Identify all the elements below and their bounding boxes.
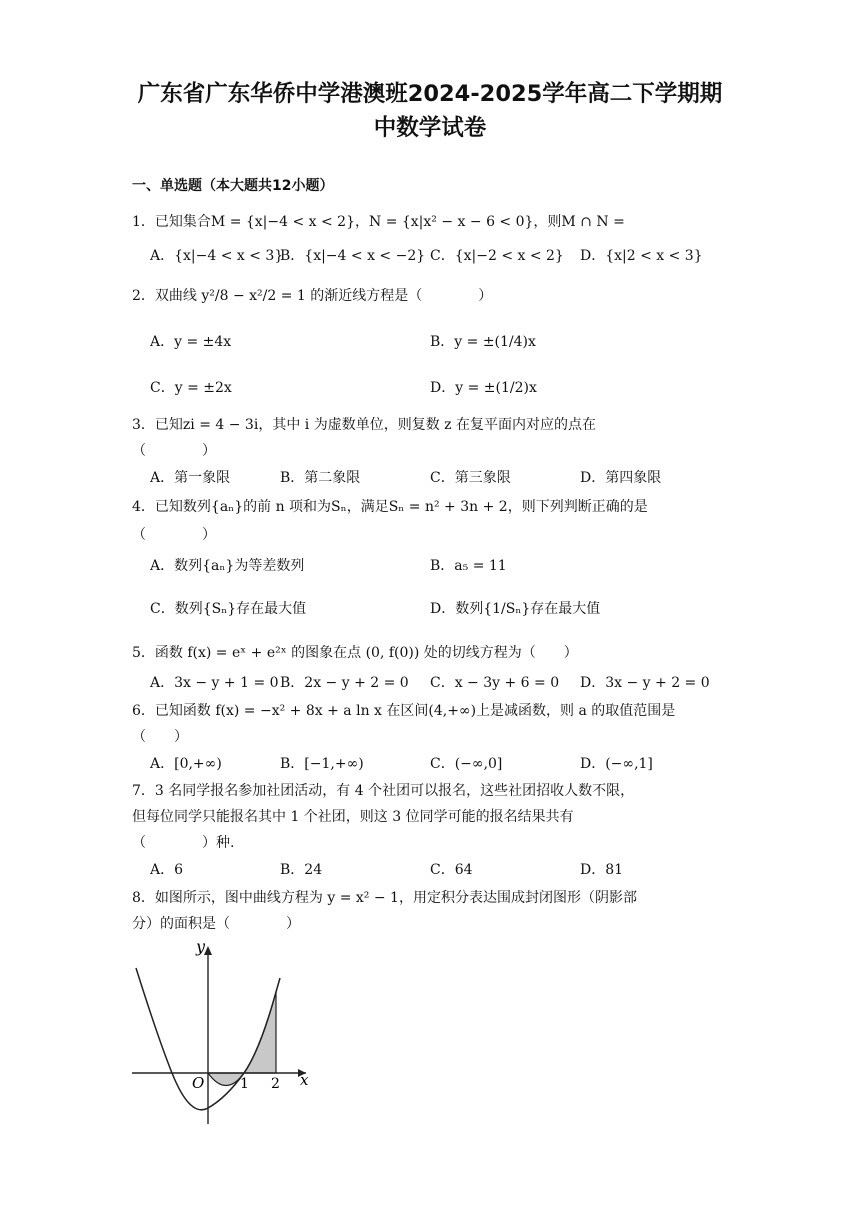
question-2-stem: 2．双曲线 y²/8 − x²/2 = 1 的渐近线方程是（ ） [132,288,493,304]
question-7-line-1: 7．3 名同学报名参加社团活动，有 4 个社团可以报名，这些社团招收人数不限， [132,783,635,799]
question-4-option-c: C．数列{Sₙ}存在最大值 [150,601,307,617]
origin-label: O [192,1074,205,1092]
tick-label-1: 1 [240,1076,249,1092]
parabola-graph [128,938,318,1128]
question-4-stem: 4．已知数列{aₙ}的前 n 项和为Sₙ，满足Sₙ = n² + 3n + 2，则下列判断正确的是 [132,499,648,515]
question-3-option-d: D．第四象限 [580,470,662,486]
page-title-line-2: 中数学试卷 [373,115,487,141]
question-5-option-c: C．x − 3y + 6 = 0 [430,675,560,691]
question-3-option-a: A．第一象限 [150,470,231,486]
question-4-option-b: B．a₅ = 11 [430,558,507,574]
question-6-option-b: B．[−1,+∞) [280,756,364,772]
question-8-line-1: 8．如图所示，图中曲线方程为 y = x² − 1，用定积分表达围成封闭图形（阴影部 [132,890,637,906]
question-6-option-d: D．(−∞,1] [580,756,653,772]
question-5-option-b: B．2x − y + 2 = 0 [280,675,409,691]
question-7-option-a: A．6 [150,862,184,878]
question-3-option-c: C．第三象限 [430,470,511,486]
question-7-line-3: （ ）种. [132,835,235,851]
question-1-option-a: A．{x|−4 < x < 3} [150,248,284,264]
shaded-region-upper [244,992,276,1073]
question-6-option-a: A．[0,+∞) [150,756,222,772]
question-1-option-b: B．{x|−4 < x < −2} [280,248,426,264]
question-3-paren: （ ） [132,443,216,459]
tick-label-2: 2 [271,1076,280,1092]
question-5-option-a: A．3x − y + 1 = 0 [150,675,279,691]
y-axis-label: y [196,938,206,956]
question-3-option-b: B．第二象限 [280,470,361,486]
question-1-stem: 1．已知集合M = {x|−4 < x < 2}，N = {x|x² − x − 6 < 0}，则M ∩ N = [132,214,625,230]
question-3-stem: 3．已知zi = 4 − 3i，其中 i 为虚数单位，则复数 z 在复平面内对应的点在 [132,417,596,433]
question-4-paren: （ ） [132,527,216,543]
question-2-option-d: D．y = ±(1/2)x [430,380,537,396]
question-2-option-c: C．y = ±2x [150,380,232,396]
question-5-option-d: D．3x − y + 2 = 0 [580,675,710,691]
section-heading: 一、单选题（本大题共12小题） [132,178,334,194]
page-title-line-1: 广东省广东华侨中学港澳班2024-2025学年高二下学期期 [137,81,723,107]
question-1-option-c: C．{x|−2 < x < 2} [430,248,564,264]
question-6-option-c: C．(−∞,0] [430,756,503,772]
question-7-option-c: C．64 [430,862,473,878]
question-6-paren: （ ） [132,729,188,745]
question-7-line-2: 但每位同学只能报名其中 1 个社团，则这 3 位同学可能的报名结果共有 [132,809,574,825]
question-5-stem: 5．函数 f(x) = eˣ + e²ˣ 的图象在点 (0, f(0)) 处的切线方程为（ ） [132,645,578,661]
question-1-option-d: D．{x|2 < x < 3} [580,248,703,264]
question-2-option-b: B．y = ±(1/4)x [430,334,536,350]
question-4-option-a: A．数列{aₙ}为等差数列 [150,558,305,574]
question-4-option-d: D．数列{1/Sₙ}存在最大值 [430,601,601,617]
question-7-option-b: B．24 [280,862,323,878]
question-2-option-a: A．y = ±4x [150,334,232,350]
question-7-option-d: D．81 [580,862,624,878]
question-8-line-2: 分）的面积是（ ） [132,916,300,932]
x-axis-label: x [300,1071,309,1089]
question-6-stem: 6．已知函数 f(x) = −x² + 8x + a ln x 在区间(4,+∞)上是减函数，则 a 的取值范围是 [132,703,676,719]
y-axis-arrow [204,946,212,955]
